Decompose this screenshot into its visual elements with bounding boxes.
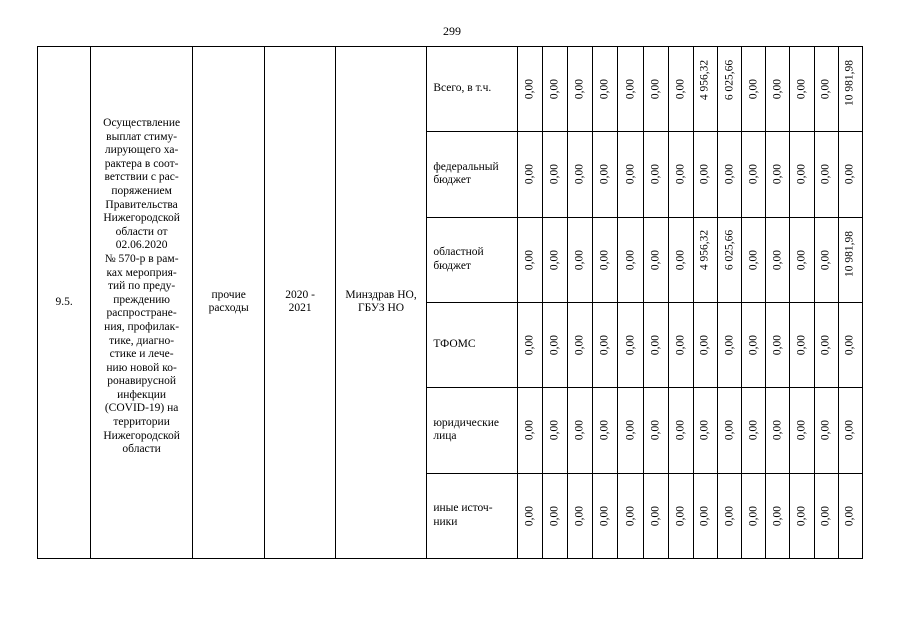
value-text: 0,00 xyxy=(819,79,832,100)
value-cell xyxy=(568,302,593,387)
value-text: 0,00 xyxy=(649,79,662,100)
executor-line: ГБУЗ НО xyxy=(358,302,405,315)
value-text: 0,00 xyxy=(598,249,611,270)
value-cell xyxy=(693,132,717,217)
value-cell xyxy=(593,302,618,387)
value-cell xyxy=(593,473,618,558)
value-cell xyxy=(568,47,593,132)
value-cell xyxy=(838,302,862,387)
value-cell xyxy=(790,388,814,473)
value-text: 0,00 xyxy=(674,249,687,270)
value-text: 0,00 xyxy=(771,249,784,270)
value-text: 0,00 xyxy=(723,335,736,356)
value-cell xyxy=(568,388,593,473)
value-text: 6 025,66 xyxy=(723,230,736,271)
value-text: 0,00 xyxy=(795,164,808,185)
description-line: области от xyxy=(115,225,168,238)
value-cell xyxy=(543,473,568,558)
funding-source-label: юридические xyxy=(433,416,499,429)
value-cell xyxy=(618,132,643,217)
value-text: 0,00 xyxy=(598,164,611,185)
value-text: 0,00 xyxy=(548,420,561,441)
value-cell xyxy=(693,217,717,302)
value-cell xyxy=(517,132,542,217)
value-cell xyxy=(618,473,643,558)
executor xyxy=(335,47,427,559)
value-cell xyxy=(618,388,643,473)
description-line: тий по преду- xyxy=(107,280,176,293)
funding-source xyxy=(427,132,518,217)
value-cell xyxy=(668,47,693,132)
description-line: области xyxy=(122,443,161,456)
value-text: 0,00 xyxy=(649,335,662,356)
funding-source xyxy=(427,473,518,558)
value-text: 0,00 xyxy=(624,505,636,526)
value-cell xyxy=(766,388,790,473)
value-cell xyxy=(668,473,693,558)
value-text: 0,00 xyxy=(523,335,536,356)
value-cell xyxy=(742,473,766,558)
value-text: 0,00 xyxy=(598,335,611,356)
value-text: 6 025,66 xyxy=(723,59,736,100)
value-text: 0,00 xyxy=(523,79,536,100)
value-text: 0,00 xyxy=(523,505,536,526)
value-text: 4 956,32 xyxy=(698,230,711,271)
description-line: инфекции xyxy=(117,388,167,401)
value-cell xyxy=(838,217,862,302)
value-text: 0,00 xyxy=(598,505,611,526)
value-cell xyxy=(668,132,693,217)
value-text: 0,00 xyxy=(795,79,808,100)
value-text: 0,00 xyxy=(674,505,687,526)
value-text: 0,00 xyxy=(573,249,586,270)
value-text: 0,00 xyxy=(819,249,832,270)
value-text: 0,00 xyxy=(649,164,662,185)
value-cell xyxy=(766,132,790,217)
value-cell xyxy=(838,388,862,473)
value-text: 0,00 xyxy=(624,79,636,100)
value-cell xyxy=(742,302,766,387)
value-cell xyxy=(618,47,643,132)
value-text: 0,00 xyxy=(771,79,784,100)
funding-source-label: ники xyxy=(433,515,458,528)
value-cell xyxy=(668,217,693,302)
value-cell xyxy=(593,217,618,302)
description-line: тике, диагно- xyxy=(109,334,175,347)
value-text: 0,00 xyxy=(747,79,760,100)
value-text: 0,00 xyxy=(624,335,636,356)
value-text: 0,00 xyxy=(698,420,711,441)
value-cell xyxy=(568,473,593,558)
value-text: 0,00 xyxy=(819,420,832,441)
value-cell xyxy=(693,473,717,558)
description-line: преждению xyxy=(113,293,171,306)
value-text: 0,00 xyxy=(771,420,784,441)
value-text: 0,00 xyxy=(573,79,586,100)
value-cell xyxy=(693,47,717,132)
value-text: 0,00 xyxy=(747,249,760,270)
value-cell xyxy=(766,302,790,387)
value-text: 0,00 xyxy=(548,79,561,100)
value-cell xyxy=(742,47,766,132)
value-cell xyxy=(517,302,542,387)
value-text: 0,00 xyxy=(843,505,856,526)
description-line: Правительства xyxy=(105,198,178,211)
value-text: 0,00 xyxy=(771,505,784,526)
value-cell xyxy=(790,132,814,217)
value-text: 0,00 xyxy=(674,420,687,441)
funding-source xyxy=(427,302,518,387)
description-line: распростране- xyxy=(106,307,177,320)
value-text: 0,00 xyxy=(843,420,856,441)
value-text: 0,00 xyxy=(523,249,536,270)
table-row xyxy=(38,47,863,132)
value-text: 0,00 xyxy=(698,164,711,185)
value-text: 0,00 xyxy=(747,164,760,185)
value-text: 0,00 xyxy=(598,79,611,100)
value-cell xyxy=(593,47,618,132)
value-text: 0,00 xyxy=(649,420,662,441)
executor-line: Минздрав НО, xyxy=(345,288,417,301)
expense-type-line: прочие xyxy=(211,288,246,301)
value-cell xyxy=(618,217,643,302)
value-cell xyxy=(814,473,838,558)
description-line: нию новой ко- xyxy=(106,361,177,374)
value-text: 0,00 xyxy=(747,505,760,526)
value-cell xyxy=(568,132,593,217)
value-text: 0,00 xyxy=(548,335,561,356)
value-text: 0,00 xyxy=(795,505,808,526)
value-text: 0,00 xyxy=(795,249,808,270)
value-cell xyxy=(814,47,838,132)
value-cell xyxy=(718,388,742,473)
period xyxy=(265,47,335,559)
page-number: 299 xyxy=(443,24,461,38)
value-cell xyxy=(693,302,717,387)
value-cell xyxy=(718,302,742,387)
funding-source-label: ТФОМС xyxy=(433,338,476,351)
value-cell xyxy=(766,47,790,132)
value-cell xyxy=(790,473,814,558)
value-cell xyxy=(643,47,668,132)
value-cell xyxy=(517,388,542,473)
value-cell xyxy=(814,217,838,302)
value-text: 0,00 xyxy=(747,420,760,441)
value-cell xyxy=(814,388,838,473)
funding-source-label: лица xyxy=(433,430,457,443)
description-line: рактера в соот- xyxy=(104,157,179,170)
value-text: 0,00 xyxy=(747,335,760,356)
expense-type-line: расходы xyxy=(208,302,249,315)
value-cell xyxy=(766,217,790,302)
description-line: выплат стиму- xyxy=(106,130,178,143)
value-cell xyxy=(517,47,542,132)
value-text: 0,00 xyxy=(819,335,832,356)
value-text: 10 981,98 xyxy=(843,230,856,277)
value-text: 0,00 xyxy=(795,335,808,356)
value-text: 0,00 xyxy=(698,335,711,356)
value-cell xyxy=(790,302,814,387)
value-text: 0,00 xyxy=(723,164,736,185)
program-table xyxy=(37,46,863,559)
value-text: 0,00 xyxy=(598,420,611,441)
description-line: поряжением xyxy=(111,184,172,197)
value-cell xyxy=(543,302,568,387)
description-line: Нижегородской xyxy=(103,212,180,225)
value-text: 0,00 xyxy=(573,335,586,356)
value-text: 0,00 xyxy=(523,164,536,185)
value-text: 0,00 xyxy=(624,164,636,185)
funding-source-label: бюджет xyxy=(433,259,471,272)
value-cell xyxy=(742,388,766,473)
description-line: Осуществление xyxy=(103,117,181,129)
description-line: ветствии с рас- xyxy=(104,171,179,184)
value-text: 0,00 xyxy=(649,249,662,270)
value-text: 0,00 xyxy=(723,505,736,526)
value-text: 0,00 xyxy=(649,505,662,526)
value-cell xyxy=(643,302,668,387)
value-cell xyxy=(643,473,668,558)
value-text: 0,00 xyxy=(674,164,687,185)
funding-source-label: областной xyxy=(433,246,484,259)
value-text: 10 981,98 xyxy=(843,59,856,106)
value-cell xyxy=(838,47,862,132)
funding-source-label: иные источ- xyxy=(433,502,493,515)
value-text: 0,00 xyxy=(771,164,784,185)
description-line: (COVID-19) на xyxy=(104,402,179,415)
value-text: 0,00 xyxy=(573,505,586,526)
value-cell xyxy=(814,302,838,387)
value-text: 0,00 xyxy=(548,505,561,526)
value-cell xyxy=(618,302,643,387)
period-line: 2020 - xyxy=(285,288,315,301)
value-text: 0,00 xyxy=(843,335,856,356)
value-cell xyxy=(643,132,668,217)
value-cell xyxy=(766,473,790,558)
value-cell xyxy=(593,132,618,217)
value-text: 0,00 xyxy=(723,420,736,441)
value-cell xyxy=(838,132,862,217)
value-text: 0,00 xyxy=(674,335,687,356)
value-cell xyxy=(814,132,838,217)
value-cell xyxy=(643,388,668,473)
value-text: 0,00 xyxy=(548,249,561,270)
value-cell xyxy=(543,132,568,217)
value-cell xyxy=(543,47,568,132)
description-line: № 570-р в рам- xyxy=(104,252,179,265)
value-text: 0,00 xyxy=(624,249,636,270)
value-cell xyxy=(517,217,542,302)
value-text: 0,00 xyxy=(819,505,832,526)
value-cell xyxy=(693,388,717,473)
value-cell xyxy=(790,217,814,302)
description-line: территории xyxy=(113,416,170,429)
value-text: 0,00 xyxy=(674,79,687,100)
value-text: 0,00 xyxy=(624,420,636,441)
description-line: ния, профилак- xyxy=(104,320,180,333)
value-text: 0,00 xyxy=(843,164,856,185)
funding-source xyxy=(427,388,518,473)
description-line: стике и лече- xyxy=(109,348,174,361)
funding-source xyxy=(427,217,518,302)
row-number xyxy=(38,47,91,559)
value-cell xyxy=(718,47,742,132)
description-line: 02.06.2020 xyxy=(115,239,168,252)
value-cell xyxy=(593,388,618,473)
period-line: 2021 xyxy=(288,302,312,315)
value-text: 0,00 xyxy=(548,164,561,185)
value-cell xyxy=(718,473,742,558)
value-text: 0,00 xyxy=(523,420,536,441)
value-cell xyxy=(517,473,542,558)
value-cell xyxy=(643,217,668,302)
value-text: 0,00 xyxy=(573,420,586,441)
value-cell xyxy=(790,47,814,132)
funding-source-label: федеральный xyxy=(433,160,499,173)
funding-source-label: бюджет xyxy=(433,174,471,187)
expense-type xyxy=(192,47,264,559)
value-text: 0,00 xyxy=(698,505,711,526)
row-number-text: 9.5. xyxy=(55,295,73,308)
value-cell xyxy=(668,302,693,387)
value-cell xyxy=(742,217,766,302)
value-cell xyxy=(543,217,568,302)
description-line: Нижегородской xyxy=(103,429,180,442)
measure-description xyxy=(91,47,193,559)
value-cell xyxy=(568,217,593,302)
description-line: ронавирусной xyxy=(107,375,177,388)
value-text: 0,00 xyxy=(573,164,586,185)
value-cell xyxy=(718,132,742,217)
value-text: 0,00 xyxy=(795,420,808,441)
value-text: 4 956,32 xyxy=(698,59,711,100)
value-cell xyxy=(718,217,742,302)
value-cell xyxy=(668,388,693,473)
description-line: ках мероприя- xyxy=(106,266,177,279)
funding-source-label: Всего, в т.ч. xyxy=(433,82,492,95)
value-text: 0,00 xyxy=(819,164,832,185)
value-text: 0,00 xyxy=(771,335,784,356)
value-cell xyxy=(838,473,862,558)
value-cell xyxy=(742,132,766,217)
value-cell xyxy=(543,388,568,473)
description-line: лирующего ха- xyxy=(104,144,179,157)
funding-source xyxy=(427,47,518,132)
